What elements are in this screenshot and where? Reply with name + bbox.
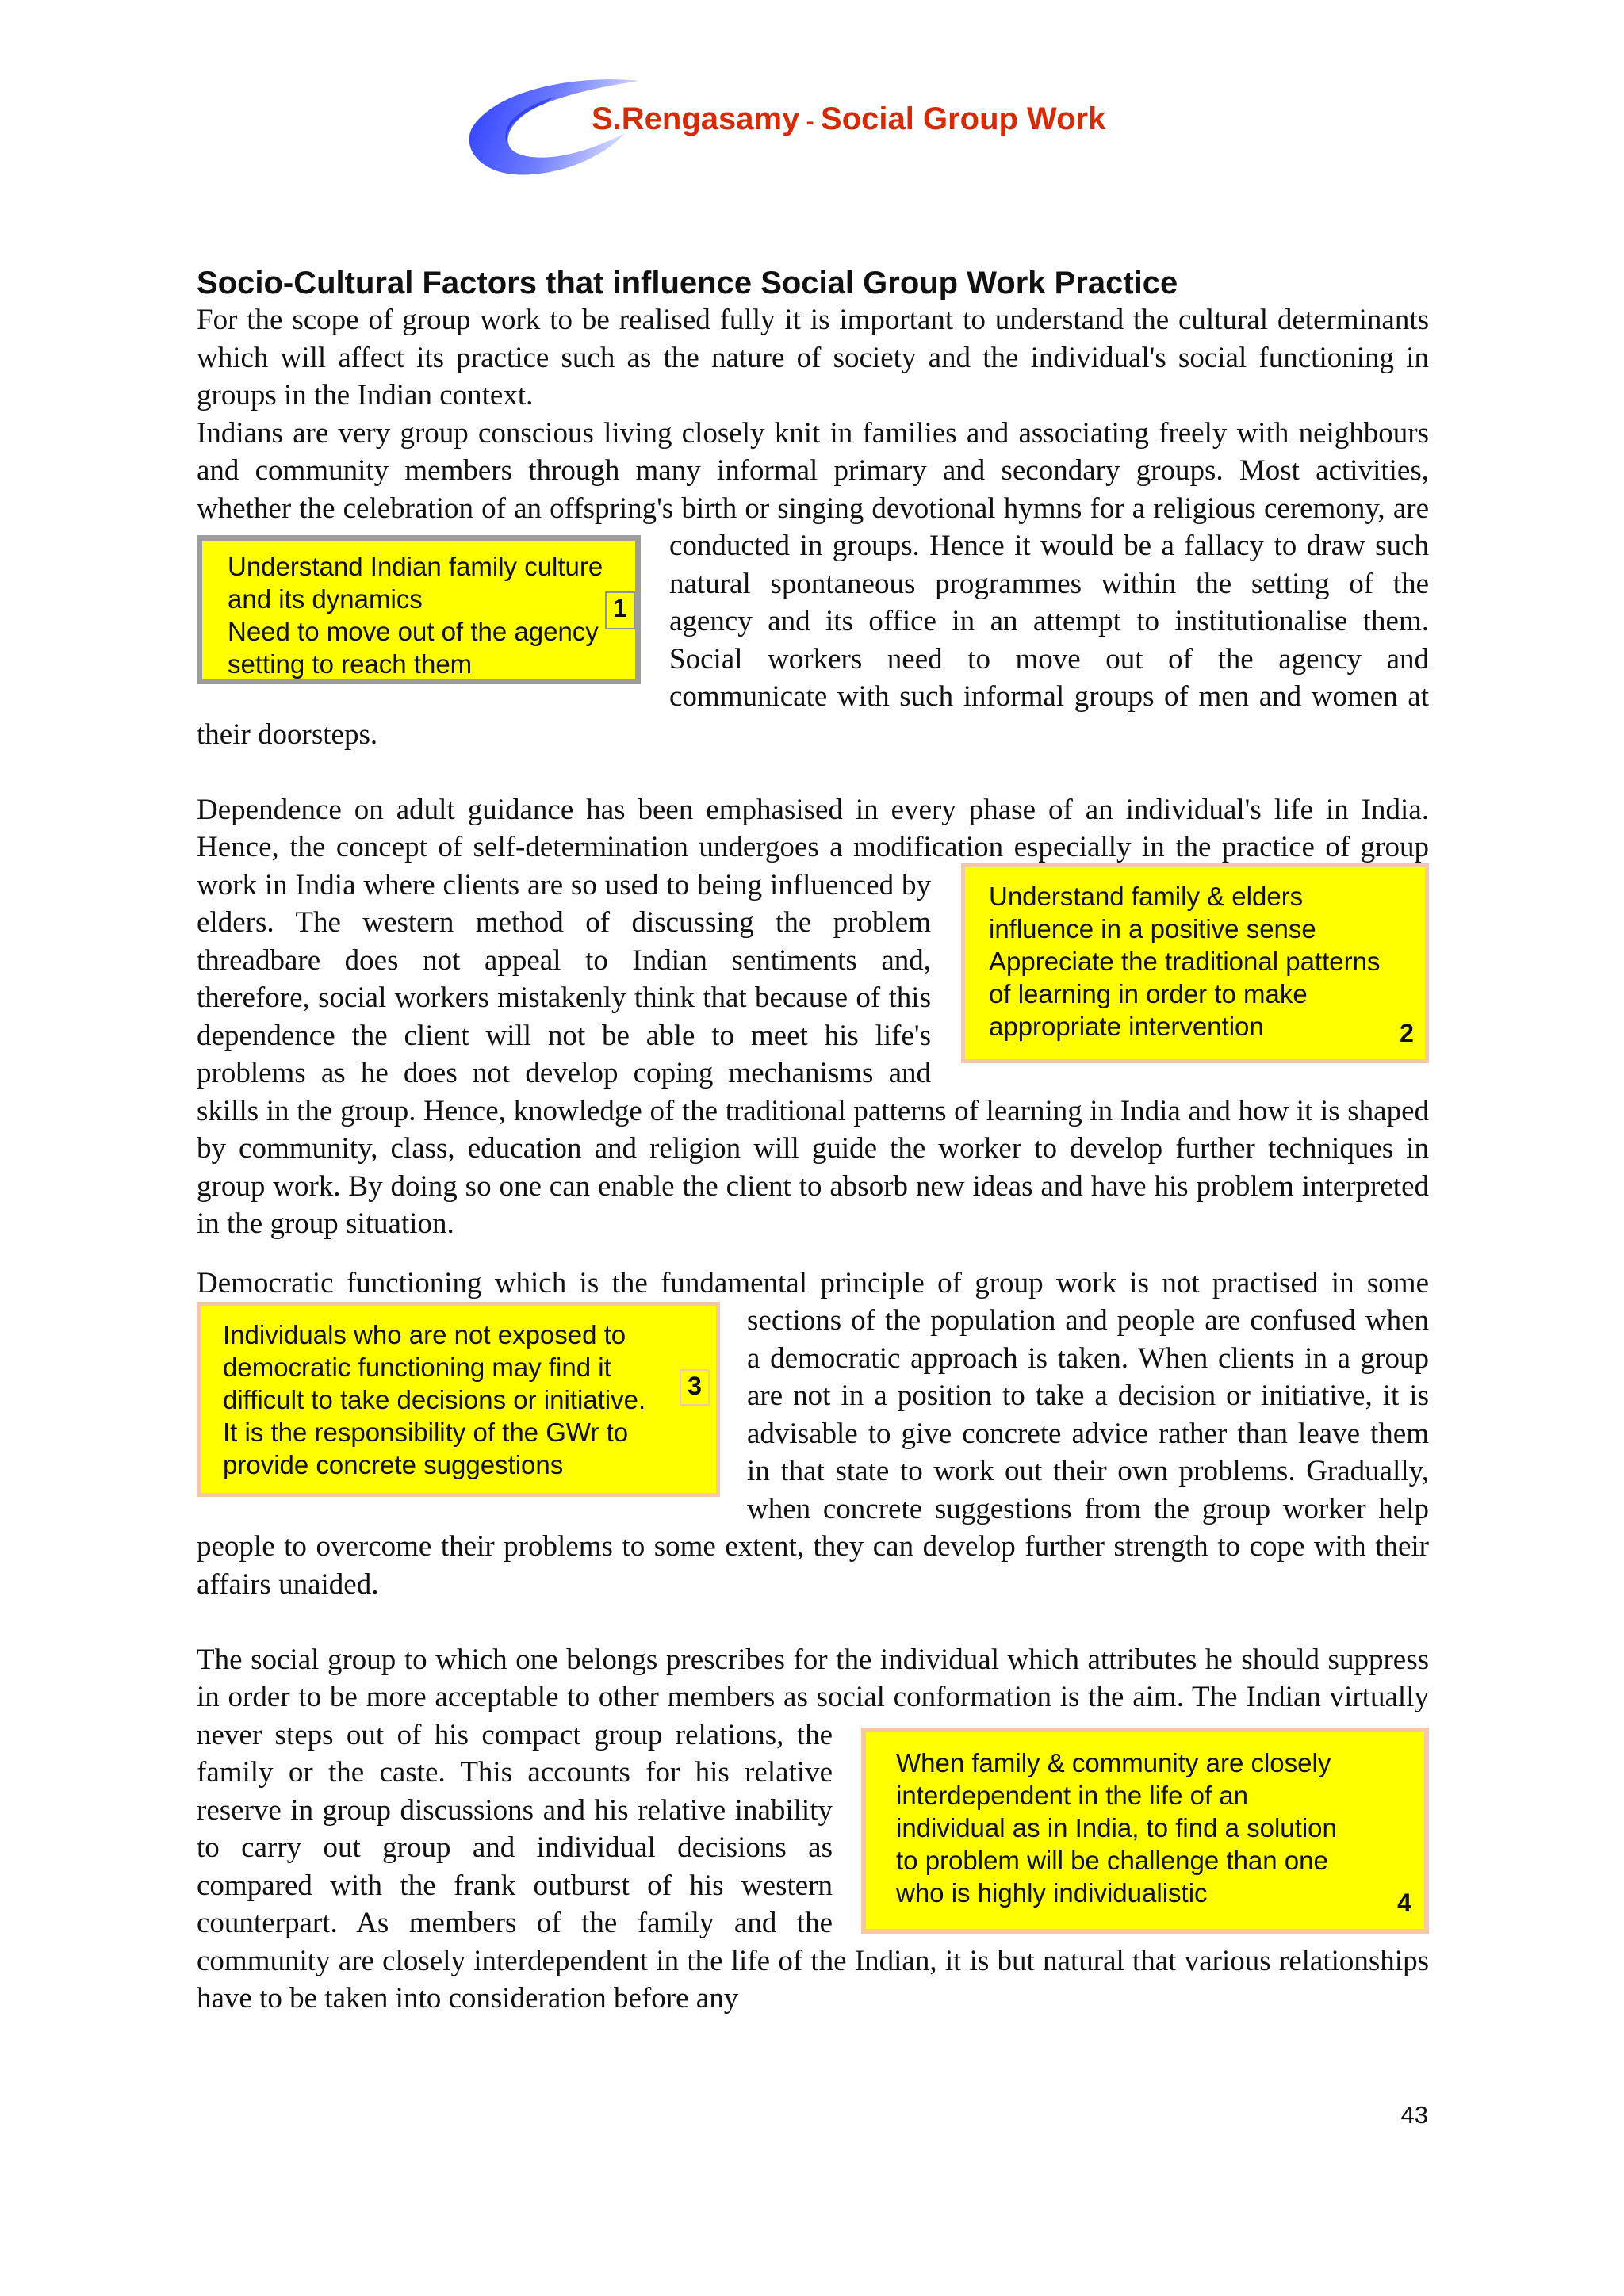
callout-line: Need to move out of the agency (228, 617, 599, 646)
paragraph-2 (197, 415, 1429, 754)
paragraph-text-part: Democratic functioning which is the fundamental principle of group work is not practised in (197, 1266, 1367, 1299)
callout-number-badge: 1 (605, 591, 635, 629)
callout-box-3 (197, 1302, 720, 1497)
callout-line: It is the responsibility of the GWr to (223, 1418, 629, 1447)
callout-line: influence in a positive sense (989, 913, 1316, 943)
callout-line: Understand family & elders (989, 881, 1304, 911)
paragraph-3 (197, 791, 1429, 1243)
paragraph-text-part: some sections of the population and people are confused when a democratic approach is taken. When clients in a group are not in a position to take a decision or initiative, it is advisable to give concrete advice rather than leave them in that state to work out their own problems. Gradually, when concrete suggestions from the group worker help people to overcome their problems to some extent, they can develop further strength to cope with their affairs unaided. (197, 1266, 1429, 1601)
callout-number-badge: 2 (1393, 1018, 1420, 1050)
callout-box-2 (961, 863, 1429, 1063)
callout-line: When family & community are closely (896, 1747, 1331, 1777)
header-title (592, 101, 1105, 137)
header-separator: - (799, 109, 822, 135)
header-subject: Social Group Work (821, 101, 1106, 136)
callout-box-4 (861, 1728, 1429, 1934)
paragraph-text-part: Indians are very group conscious living closely knit in families and associating freely with neighbours and community members through many informal primary and secondary groups. Most activities, whether the celebration of an offspring's birth or singing devotional hymns (197, 416, 1429, 525)
callout-line: Understand Indian family culture (228, 552, 603, 581)
header-author: S.Rengasamy (592, 101, 800, 136)
callout-line: Individuals who are not exposed to (223, 1320, 626, 1349)
paragraph-1: For the scope of group work to be realised fully it is important to understand the cultural determinants which will affect its practice such as the nature of society and the individual's social functioning in groups in the Indian context. (197, 304, 1429, 411)
callout-line: democratic functioning may find it (223, 1353, 611, 1382)
paragraph-3-text (197, 794, 1429, 1241)
callout-line: appropriate intervention (989, 1011, 1264, 1041)
paragraph-text-part: practice of group work in India where clients are so used to being influenced by elders. The western method of discussing the problem threadbare does not appeal to Indian sentiments and, therefore, social workers mistakenly think that because of this dependence the client will not be able to meet his life's problems as he does not develop coping mechanisms and skills in the group. Hence, knowledge of the traditional patterns of learning in India and how it is shaped by community, class, education and religion will guide the worker to develop further techniques in group work. By doing so one can enable the client to absorb new ideas and have his problem interpreted in the group situation. (197, 831, 1429, 1240)
paragraph-4 (197, 1265, 1429, 1604)
paragraph-4-text (197, 1267, 1429, 1601)
callout-line: interdependent in the life of an (896, 1780, 1249, 1810)
paragraph-5 (197, 1641, 1429, 2018)
page-title: Socio-Cultural Factors that influence Social Group Work Practice (197, 266, 1178, 300)
page-number: 43 (1400, 2101, 1428, 2129)
paragraph-text-part: Dependence on adult guidance has been emphasised in every phase of an individual's life in India. Hence, the concept of self-determination undergoes a modification especially in the (197, 793, 1429, 863)
callout-number-badge: 3 (680, 1369, 710, 1406)
paragraph-text-part: for a religious ceremony, are conducted in groups. Hence it would be a fallacy to draw such natural spontaneous programmes within the setting of the agency and its office in an attempt to institutionalise them. Social workers need to move out of the agency and communicate with such informal groups of men and women at their doorsteps. (197, 492, 1429, 751)
paragraph-2-text (197, 417, 1429, 751)
callout-line: provide concrete suggestions (223, 1450, 564, 1479)
paragraph-text-part: The social group to which one belongs prescribes for the individual which attributes he should suppress in order to be more acceptable to other members as social conformation is (197, 1643, 1429, 1713)
callout-box-1 (197, 535, 641, 684)
callout-line: to problem will be challenge than one (896, 1845, 1328, 1875)
article-body (197, 301, 1429, 2018)
callout-line: of learning in order to make (989, 978, 1308, 1008)
callout-line: setting to reach them (228, 649, 473, 679)
callout-line: individual as in India, to find a solution (896, 1812, 1337, 1843)
paragraph-text-part: the aim. The Indian virtually never steps out of his compact group relations, the family or the caste. This accounts for his relative reserve in group discussions and his relative inability to carry out group and individual decisions as compared with the frank outburst of his western counterpart. As members of the family and the community are closely interdependent in the life of the Indian, it is but natural that various relationships have to be taken into consideration before any (197, 1681, 1429, 2015)
callout-line: who is highly individualistic (896, 1877, 1208, 1908)
callout-line: Appreciate the traditional patterns (989, 946, 1381, 976)
callout-line: difficult to take decisions or initiative. (223, 1385, 646, 1414)
paragraph-5-text (197, 1644, 1429, 2015)
callout-line: and its dynamics (228, 584, 423, 614)
callout-number-badge: 4 (1391, 1888, 1418, 1921)
